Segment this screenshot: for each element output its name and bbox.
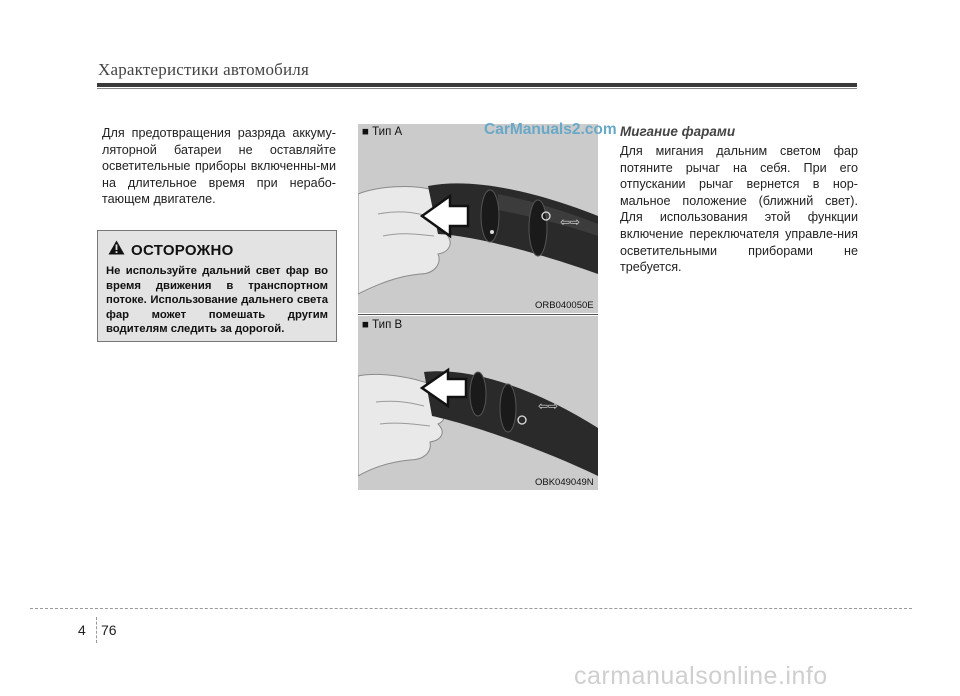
figure-type-b-image bbox=[358, 316, 598, 490]
warning-box bbox=[97, 230, 337, 342]
figure-b-label: ■ Тип B bbox=[362, 319, 403, 331]
header-rule bbox=[97, 83, 857, 87]
warning-header bbox=[108, 240, 234, 260]
warning-triangle-icon bbox=[108, 240, 125, 260]
warning-text: Не используйте дальний свет фар во время движения в транспортном потоке. Использование дальнего света фар может помешать другим водителям следить за дорогой. bbox=[106, 265, 328, 336]
warning-title: ОСТОРОЖНО bbox=[131, 241, 234, 259]
figure-b-code: OBK049049N bbox=[535, 477, 594, 488]
footer-page-separator bbox=[96, 617, 97, 643]
page-number: 76 bbox=[101, 622, 117, 638]
figure-type-a-image bbox=[358, 124, 598, 313]
page-header-title: Характеристики автомобиля bbox=[98, 60, 309, 79]
figure-a-label: ■ Тип A bbox=[362, 126, 403, 138]
watermark-carmanualsonline: carmanualsonline.info bbox=[574, 662, 828, 690]
svg-text:⇦⇨: ⇦⇨ bbox=[560, 215, 581, 229]
figure-a-code: ORB040050E bbox=[535, 300, 594, 311]
section-subheading: Мигание фарами bbox=[620, 124, 736, 139]
body-paragraph-right: Для мигания дальним светом фар потяните рычаг на себя. При его отпускании рычаг вернется в нор-мальное положение (ближний свет). Для использования этой функции включение переключателя управле-ния осветительными приборами не требуется. bbox=[620, 144, 858, 275]
body-paragraph-left: Для предотвращения разряда аккуму-ляторной батареи не оставляйте осветительные приборы включенны-ми на длительное время при нерабо-тающем двигателе. bbox=[102, 126, 336, 207]
header-rule-thin bbox=[97, 88, 857, 89]
chapter-number: 4 bbox=[78, 622, 86, 638]
watermark-carmanuals2: CarManuals2.com bbox=[484, 121, 617, 138]
footer-divider bbox=[30, 608, 912, 609]
figure-divider bbox=[358, 314, 598, 315]
svg-text:⇦⇨: ⇦⇨ bbox=[538, 399, 559, 413]
